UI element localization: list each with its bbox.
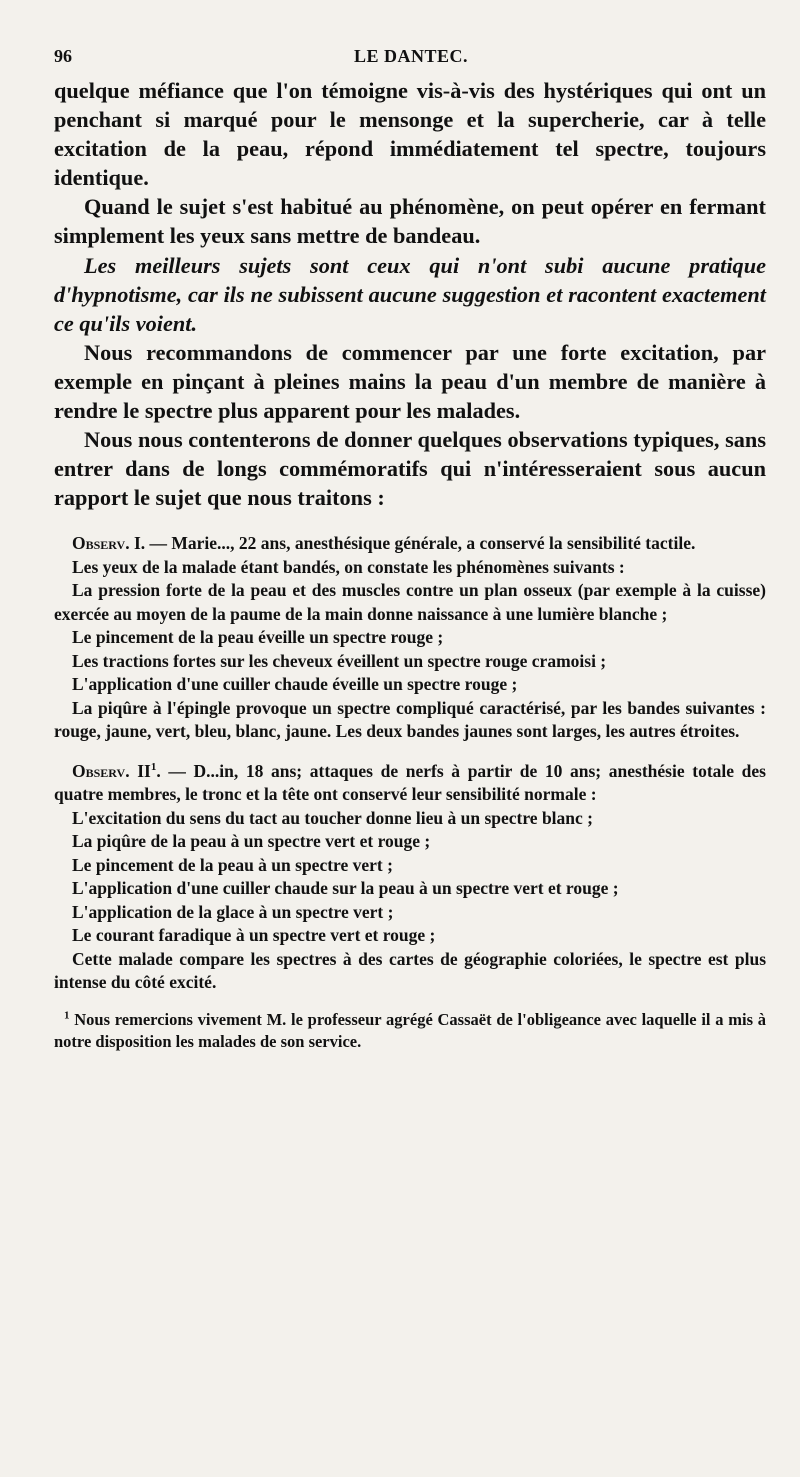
observation-line: Le courant faradique à un spectre vert et rouge ; xyxy=(72,925,436,946)
observation-line: La pression forte de la peau et des muscles contre un plan osseux (par exemple à la cuisse) exercée au moyen de la paume de la main donne naissance à une lumière blanche ; xyxy=(54,580,766,624)
observation-line: Les yeux de la malade étant bandés, on constate les phénomènes suivants : xyxy=(72,556,625,577)
paragraph: quelque méfiance que l'on témoigne vis-à-vis des hystériques qui ont un penchant si marqué pour le mensonge et la supercherie, car à telle excitation de la peau, répond immédiatement tel spectre, toujours identique. xyxy=(54,78,766,191)
observation-label: Observ. II xyxy=(72,760,151,781)
footnote xyxy=(54,1009,766,1053)
observation-line: La piqûre de la peau à un spectre vert et rouge ; xyxy=(72,831,431,852)
observation-1 xyxy=(54,532,766,744)
footnote-text: $^1$ Nous remercions vivement M. le professeur agrégé Cassaët de l'obligeance avec laquelle il a mis à notre disposition les malades de son service. xyxy=(54,1009,766,1051)
observation-line: Les tractions fortes sur les cheveux éveillent un spectre rouge cramoisi ; xyxy=(72,650,607,671)
paragraph: Nous recommandons de commencer par une forte excitation, par exemple en pinçant à pleines mains la peau d'un membre de manière à rendre le spectre plus apparent pour les malades. xyxy=(54,339,766,424)
paragraph-italic: Les meilleurs sujets sont ceux qui n'ont subi aucune pratique d'hypnotisme, car ils ne subissent aucune suggestion et racontent exactement ce qu'ils voient. xyxy=(54,252,766,336)
observation-line: La piqûre à l'épingle provoque un spectre compliqué caractérisé, par les bandes suivantes : rouge, jaune, vert, bleu, blanc, jaune. Les deux bandes jaunes sont larges, les autres étroites. xyxy=(54,697,766,742)
observation-line: L'application d'une cuiller chaude éveille un spectre rouge ; xyxy=(72,674,518,695)
page-header xyxy=(54,46,766,76)
observation-label: Observ. I. xyxy=(72,533,146,554)
paragraph: Nous nous contenterons de donner quelques observations typiques, sans entrer dans de longs commémoratifs qui n'intéresseraient sous aucun rapport le sujet que nous traitons : xyxy=(54,427,766,511)
observation-heading: Observ. I. — Marie..., 22 ans, anesthésique générale, a conservé la sensibilité tactile. xyxy=(72,533,696,554)
footnote-ref: 1 xyxy=(150,761,157,774)
observation-line: Cette malade compare les spectres à des cartes de géographie coloriées, le spectre est plus intense du côté excité. xyxy=(54,948,766,993)
observation-2 xyxy=(54,760,766,995)
observation-line: L'application d'une cuiller chaude sur la peau à un spectre vert et rouge ; xyxy=(72,878,619,899)
footnote-mark: 1 xyxy=(64,1009,70,1022)
main-text xyxy=(54,76,766,512)
running-title: LE DANTEC. xyxy=(354,46,469,66)
observation-line: L'excitation du sens du tact au toucher donne lieu à un spectre blanc ; xyxy=(72,807,593,828)
paragraph: Quand le sujet s'est habitué au phénomène, on peut opérer en fermant simplement les yeux sans mettre de bandeau. xyxy=(54,194,766,249)
observation-line: L'application de la glace à un spectre vert ; xyxy=(72,901,394,922)
observation-heading: Observ. $II^1$. — D...in, 18 ans; attaques de nerfs à partir de 10 ans; anesthésie totale des quatre membres, le tronc et la tête ont conservé leur sensibilité normale : xyxy=(54,760,766,805)
observation-line: Le pincement de la peau éveille un spectre rouge ; xyxy=(72,627,444,648)
page xyxy=(54,46,766,1053)
observation-line: Le pincement de la peau à un spectre vert ; xyxy=(72,854,393,875)
page-number: 96 xyxy=(54,46,72,66)
